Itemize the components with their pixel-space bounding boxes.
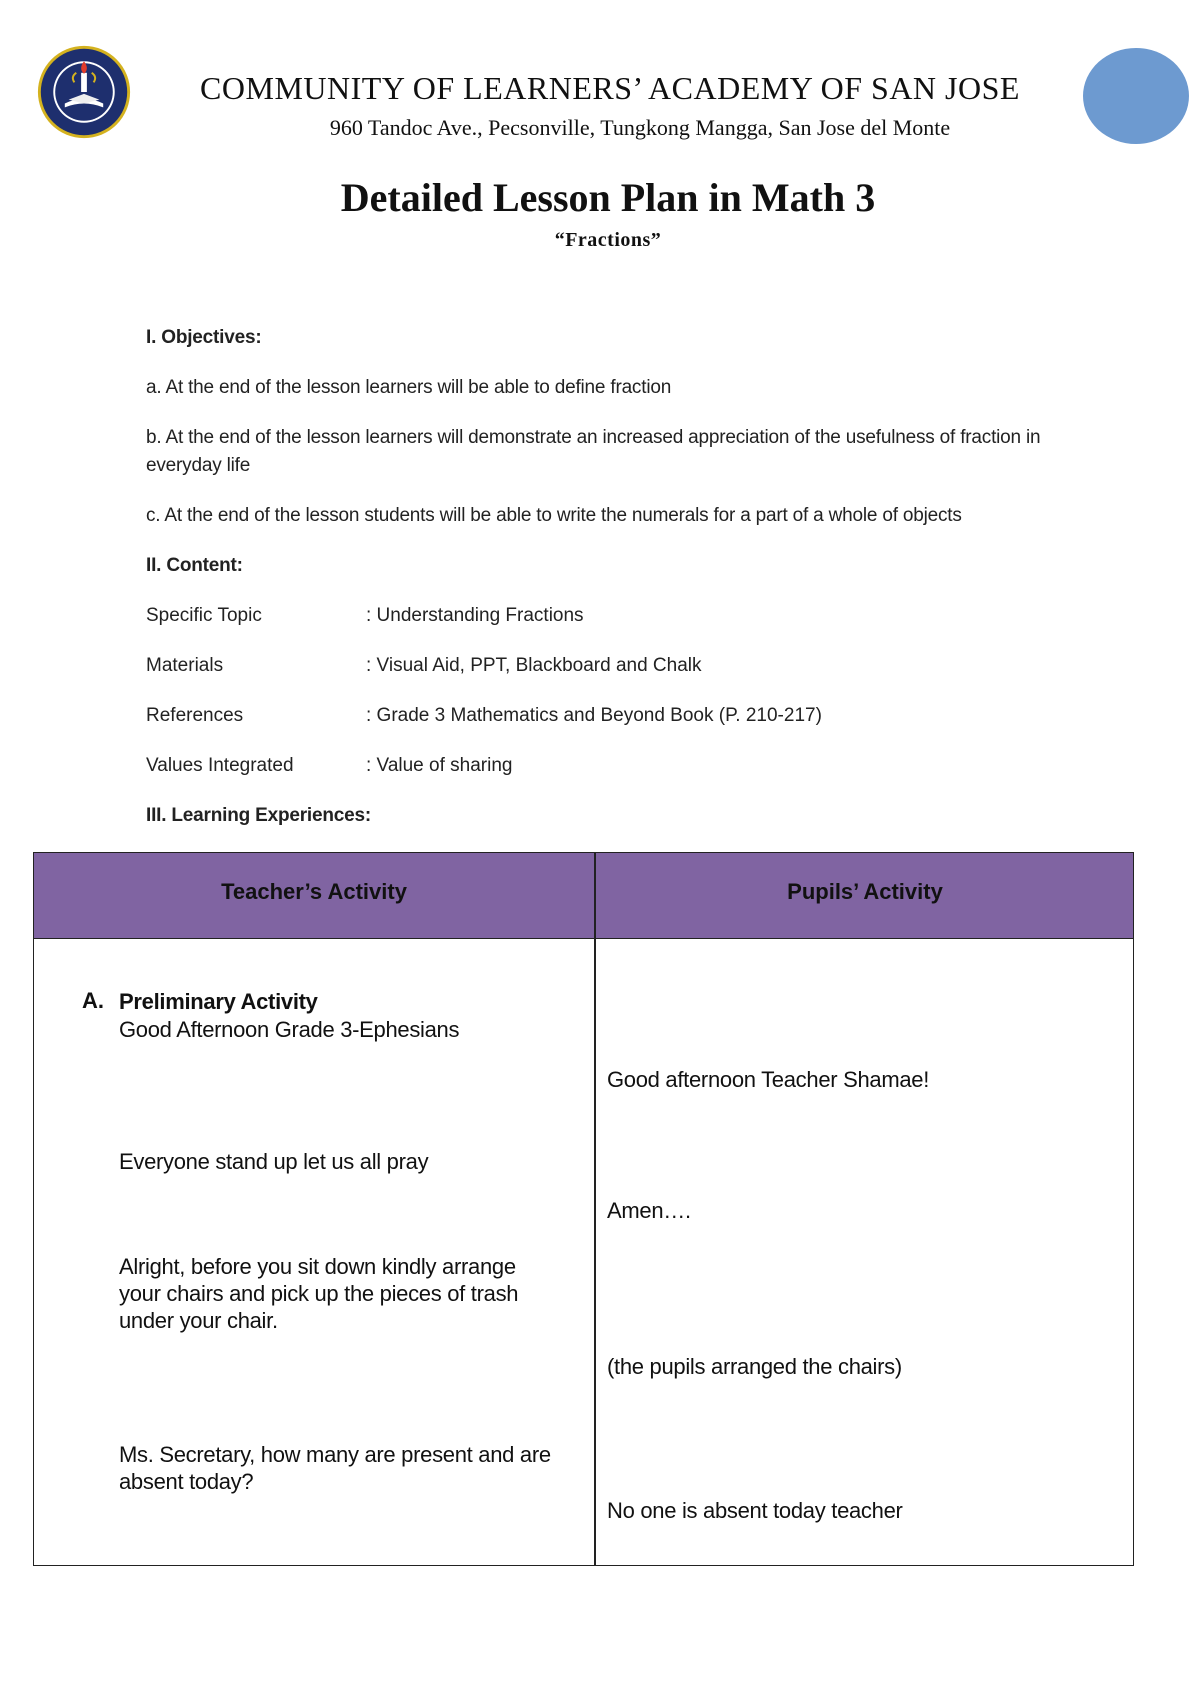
learning-heading: III. Learning Experiences: bbox=[146, 805, 371, 826]
content-value-values: : Value of sharing bbox=[366, 755, 513, 776]
document-title: Detailed Lesson Plan in Math 3 bbox=[340, 175, 876, 220]
content-value-topic: : Understanding Fractions bbox=[366, 605, 584, 626]
objective-c: c. At the end of the lesson students will be able to write the numerals for a part of a whole of objects bbox=[146, 505, 962, 526]
objective-a: a. At the end of the lesson learners will be able to define fraction bbox=[146, 377, 672, 398]
pupils-line-3: (the pupils arranged the chairs) bbox=[607, 1354, 902, 1379]
document-subtitle: “Fractions” bbox=[554, 229, 662, 251]
objectives-heading: I. Objectives: bbox=[146, 327, 262, 348]
column-divider bbox=[594, 853, 596, 1565]
content-value-materials: : Visual Aid, PPT, Blackboard and Chalk bbox=[366, 655, 702, 676]
content-heading: II. Content: bbox=[146, 555, 243, 576]
learning-experiences-table bbox=[33, 852, 1134, 1566]
school-name: COMMUNITY OF LEARNERS’ ACADEMY OF SAN JOSE bbox=[200, 70, 1020, 106]
school-seal-logo bbox=[36, 44, 132, 140]
section-title: Preliminary Activity bbox=[119, 989, 318, 1014]
teacher-line-3: Alright, before you sit down kindly arrange your chairs and pick up the pieces of trash under your chair. bbox=[119, 1254, 519, 1333]
content-label-materials: Materials bbox=[146, 655, 224, 676]
content-label-references: References bbox=[146, 705, 244, 726]
content-label-topic: Specific Topic bbox=[146, 605, 262, 626]
school-address: 960 Tandoc Ave., Pecsonville, Tungkong Mangga, San Jose del Monte bbox=[329, 115, 951, 140]
content-value-references: : Grade 3 Mathematics and Beyond Book (P. 210-217) bbox=[366, 705, 822, 726]
teacher-line-1: Good Afternoon Grade 3-Ephesians bbox=[119, 1017, 460, 1042]
teacher-line-2: Everyone stand up let us all pray bbox=[119, 1149, 429, 1174]
decorative-circle bbox=[1083, 48, 1189, 144]
teacher-line-4: Ms. Secretary, how many are present and are absent today? bbox=[119, 1442, 551, 1494]
pupils-line-2: Amen…. bbox=[607, 1198, 691, 1223]
content-label-values: Values Integrated bbox=[146, 755, 294, 776]
section-letter: A. bbox=[82, 988, 104, 1013]
pupils-line-1: Good afternoon Teacher Shamae! bbox=[607, 1067, 930, 1092]
objective-b: b. At the end of the lesson learners will demonstrate an increased appreciation of the usefulness of fraction in everyday life bbox=[146, 427, 1041, 476]
pupils-activity-header: Pupils’ Activity bbox=[787, 879, 943, 904]
teacher-activity-header: Teacher’s Activity bbox=[221, 879, 407, 904]
pupils-line-4: No one is absent today teacher bbox=[607, 1498, 903, 1523]
